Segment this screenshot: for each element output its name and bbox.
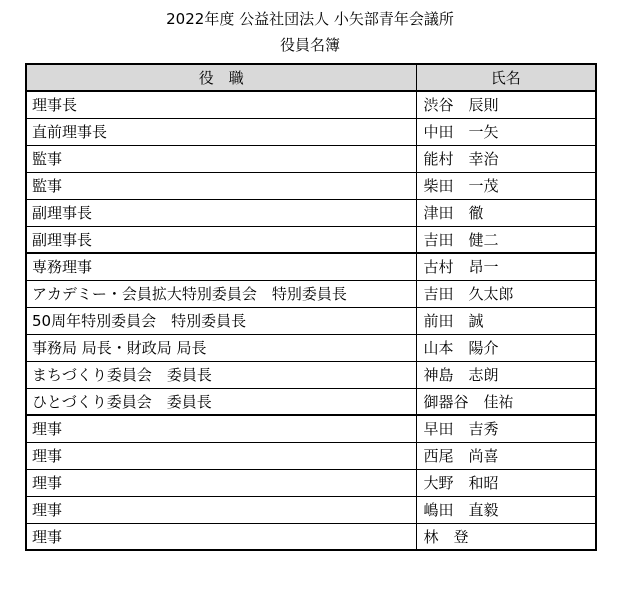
table-row: [26, 442, 596, 469]
name-cell: 御器谷 佳祐: [416, 388, 596, 415]
table-row: [26, 199, 596, 226]
role-cell: ひとづくり委員会 委員長: [26, 388, 416, 415]
name-cell: 前田 誠: [416, 307, 596, 334]
table-row: [26, 145, 596, 172]
name-cell: 神島 志朗: [416, 361, 596, 388]
name-cell: 能村 幸治: [416, 145, 596, 172]
role-cell: 50周年特別委員会 特別委員長: [26, 307, 416, 334]
role-cell: 直前理事長: [26, 118, 416, 145]
officer-roster-table: [25, 63, 597, 551]
document-subtitle: 役員名簿: [279, 36, 340, 54]
role-cell: 副理事長: [26, 199, 416, 226]
table-row: [26, 226, 596, 253]
header-row: [26, 64, 596, 91]
role-cell: 理事: [26, 442, 416, 469]
name-cell: 中田 一矢: [416, 118, 596, 145]
table-row: [26, 280, 596, 307]
name-cell: 嶋田 直毅: [416, 496, 596, 523]
role-cell: 事務局 局長・財政局 局長: [26, 334, 416, 361]
column-header-name: 氏名: [416, 64, 596, 91]
name-cell: 西尾 尚喜: [416, 442, 596, 469]
name-cell: 大野 和昭: [416, 469, 596, 496]
role-cell: 副理事長: [26, 226, 416, 253]
table-row: [26, 118, 596, 145]
role-cell: アカデミー・会員拡大特別委員会 特別委員長: [26, 280, 416, 307]
table-row: [26, 415, 596, 442]
role-cell: まちづくり委員会 委員長: [26, 361, 416, 388]
role-cell: 理事: [26, 415, 416, 442]
role-cell: 理事: [26, 496, 416, 523]
name-cell: 古村 昂一: [416, 253, 596, 280]
role-cell: 理事: [26, 523, 416, 550]
table-row: [26, 496, 596, 523]
role-cell: 専務理事: [26, 253, 416, 280]
name-cell: 渋谷 辰則: [416, 91, 596, 118]
table-row: [26, 361, 596, 388]
name-cell: 柴田 一茂: [416, 172, 596, 199]
name-cell: 吉田 健二: [416, 226, 596, 253]
table-row: [26, 469, 596, 496]
table-row: [26, 334, 596, 361]
name-cell: 津田 徹: [416, 199, 596, 226]
table-row: [26, 91, 596, 118]
table-row: [26, 172, 596, 199]
name-cell: 山本 陽介: [416, 334, 596, 361]
name-cell: 吉田 久太郎: [416, 280, 596, 307]
table-body: [26, 91, 596, 550]
role-cell: 監事: [26, 145, 416, 172]
table-row: [26, 307, 596, 334]
document-title: 2022年度 公益社団法人 小矢部青年会議所: [166, 10, 454, 28]
table-row: [26, 253, 596, 280]
table-row: [26, 523, 596, 550]
table-row: [26, 388, 596, 415]
role-cell: 監事: [26, 172, 416, 199]
role-cell: 理事長: [26, 91, 416, 118]
name-cell: 林 登: [416, 523, 596, 550]
column-header-role: 役 職: [26, 64, 416, 91]
name-cell: 早田 吉秀: [416, 415, 596, 442]
role-cell: 理事: [26, 469, 416, 496]
table-header: [26, 64, 596, 91]
